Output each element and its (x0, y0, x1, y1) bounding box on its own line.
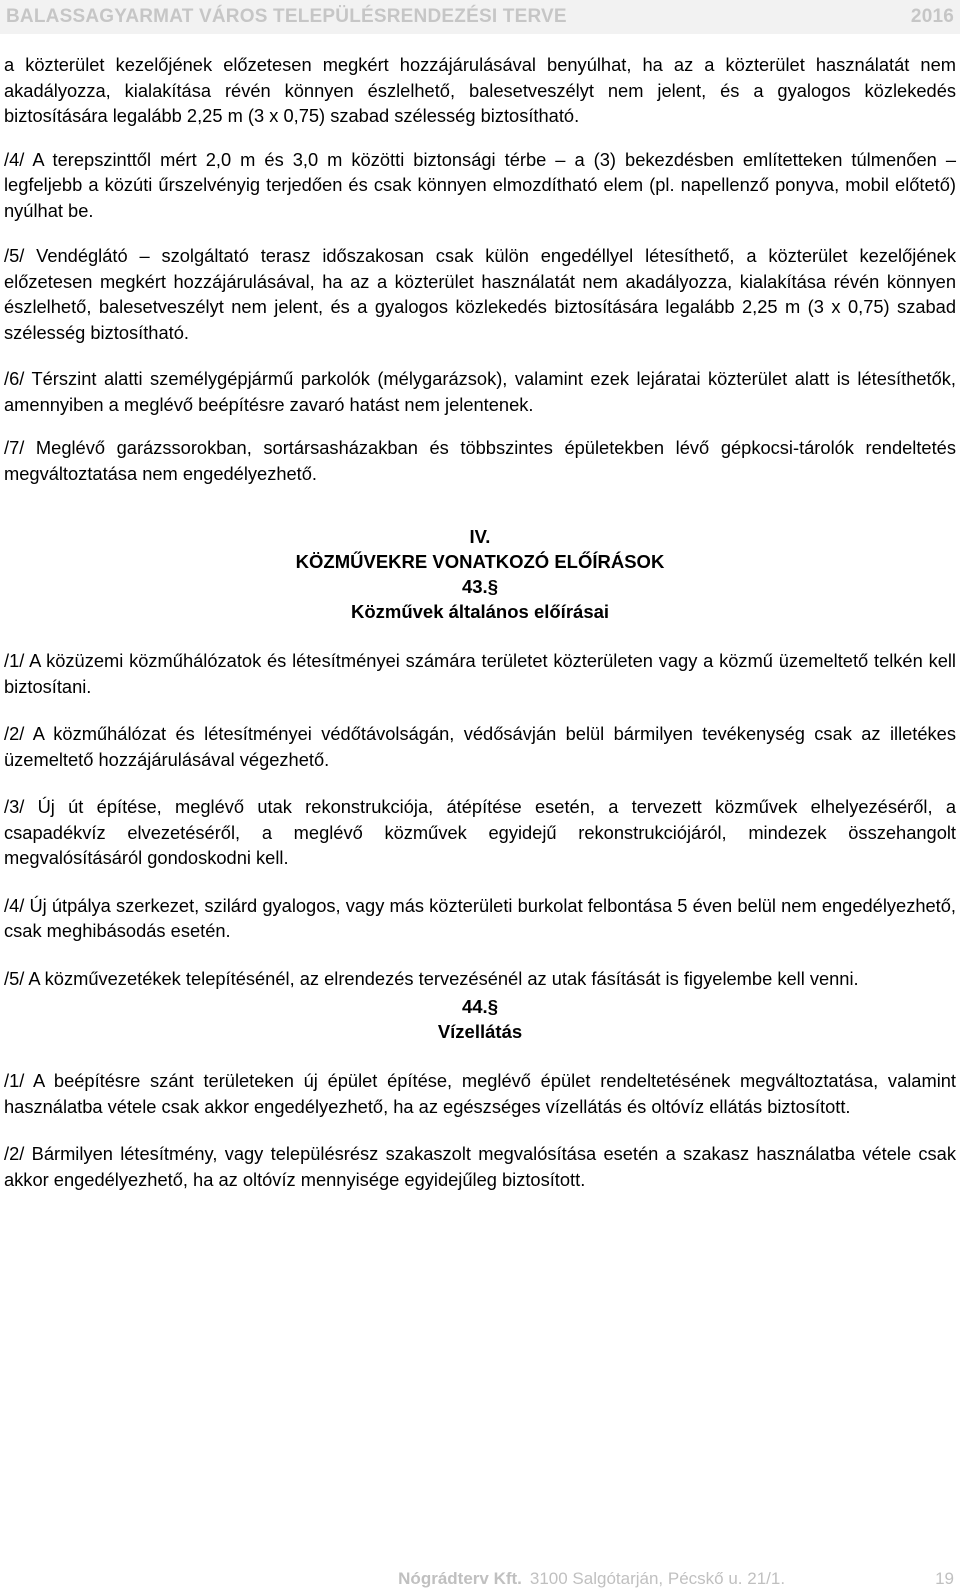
section-43-paragraph-4: /4/ Új útpálya szerkezet, szilárd gyalogos, vagy más közterületi burkolat felbontása 5 éven belül nem engedélyezhető, csak meghibásodás esetén. (4, 894, 956, 941)
header-year: 2016 (910, 6, 954, 27)
section-44-heading (4, 994, 956, 1044)
section-43-paragraph-1: /1/ A közüzemi közműhálózatok és létesítményei számára területet közterületen vagy a közmű üzemeltető telkén kell biztosítani. (4, 650, 956, 697)
chapter-title: KÖZMŰVEKRE VONATKOZÓ ELŐÍRÁSOK (295, 551, 665, 572)
page-footer (0, 1568, 960, 1590)
section-43-number: 43.§ (461, 576, 498, 597)
section-44-title: Vízellátás (437, 1021, 523, 1042)
paragraph-7: /7/ Meglévő garázssorokban, sortársasházakban és többszintes épületekben lévő gépkocsi-tárolók rendeltetés megváltoztatása nem engedélyezhető. (4, 437, 956, 484)
paragraph-5: /5/ Vendéglátó – szolgáltató terasz időszakosan csak külön engedéllyel létesíthető, a közterület kezelőjének előzetesen megkért hozzájárulásával, ha az a közterület használatát nem akadályozza, kialakítása révén könnyen észlelhető, balesetveszélyt nem jelent, és a gyalogos közlekedés biztosítására legalább 2,25 m (3 x 0,75) szabad szélesség biztosítható. (4, 245, 956, 343)
section-44-paragraph-1: /1/ A beépítésre szánt területeken új épület építése, meglévő épület rendeltetésének megváltoztatása, valamint használatba vétele csak akkor engedélyezhető, ha az egészséges vízellátás és oltóvíz ellátás biztosított. (4, 1070, 956, 1117)
paragraph-4: /4/ A terepszinttől mért 2,0 m és 3,0 m közötti biztonsági térbe – a (3) bekezdésben említetteken túlmenően – legfeljebb a közúti űrszelvényig terjedően és csak könnyen elmozdítható elem (pl. napellenző ponyva, mobil előtető) nyúlhat be. (4, 148, 956, 221)
paragraph-6: /6/ Térszint alatti személygépjármű parkolók (mélygarázsok), valamint ezek lejáratai közterület alatt is létesíthetők, amennyiben a meglévő beépítésre zavaró hatást nem jelentenek. (4, 368, 956, 415)
section-44-paragraph-2: /2/ Bármilyen létesítmény, vagy településrész szakaszolt megvalósítása esetén a szakasz használatba vétele csak akkor engedélyezhető, ha az oltóvíz mennyisége egyidejűleg biztosított. (4, 1143, 956, 1190)
chapter-heading (4, 524, 956, 624)
section-43-title: Közművek általános előírásai (350, 601, 610, 622)
section-44-number: 44.§ (461, 996, 498, 1017)
document-body (4, 52, 956, 1192)
header-title: BALASSAGYARMAT VÁROS TELEPÜLÉSRENDEZÉSI TERVE (6, 6, 567, 27)
chapter-number: IV. (469, 526, 491, 547)
page-header (0, 0, 960, 34)
paragraph-continuation: a közterület kezelőjének előzetesen megkért hozzájárulásával benyúlhat, ha az a közterület használatát nem akadályozza, kialakítása révén könnyen észlelhető, balesetveszélyt nem jelent, és a gyalogos közlekedés biztosítására legalább 2,25 m (3 x 0,75) szabad szélesség biztosítható. (4, 54, 956, 126)
footer-company: Nógrádterv Kft. (398, 1569, 522, 1588)
section-43-paragraph-3: /3/ Új út építése, meglévő utak rekonstrukciója, átépítése esetén, a tervezett közművek elhelyezéséről, a csapadékvíz elvezetéséről, a meglévő közművek egyidejű rekonstrukciójáról, mindezek összehangolt megvalósításáról gondoskodni kell. (4, 796, 956, 868)
footer-address: 3100 Salgótarján, Pécskő u. 21/1. (529, 1569, 786, 1588)
page-number: 19 (935, 1569, 954, 1588)
section-43-paragraph-2: /2/ A közműhálózat és létesítményei védőtávolságán, védősávján belül bármilyen tevékenység csak az illetékes üzemeltető hozzájárulásával végezhető. (4, 723, 956, 770)
section-43-paragraph-5: /5/ A közművezetékek telepítésénél, az elrendezés tervezésénél az utak fásítását is figyelembe kell venni. (4, 967, 859, 989)
